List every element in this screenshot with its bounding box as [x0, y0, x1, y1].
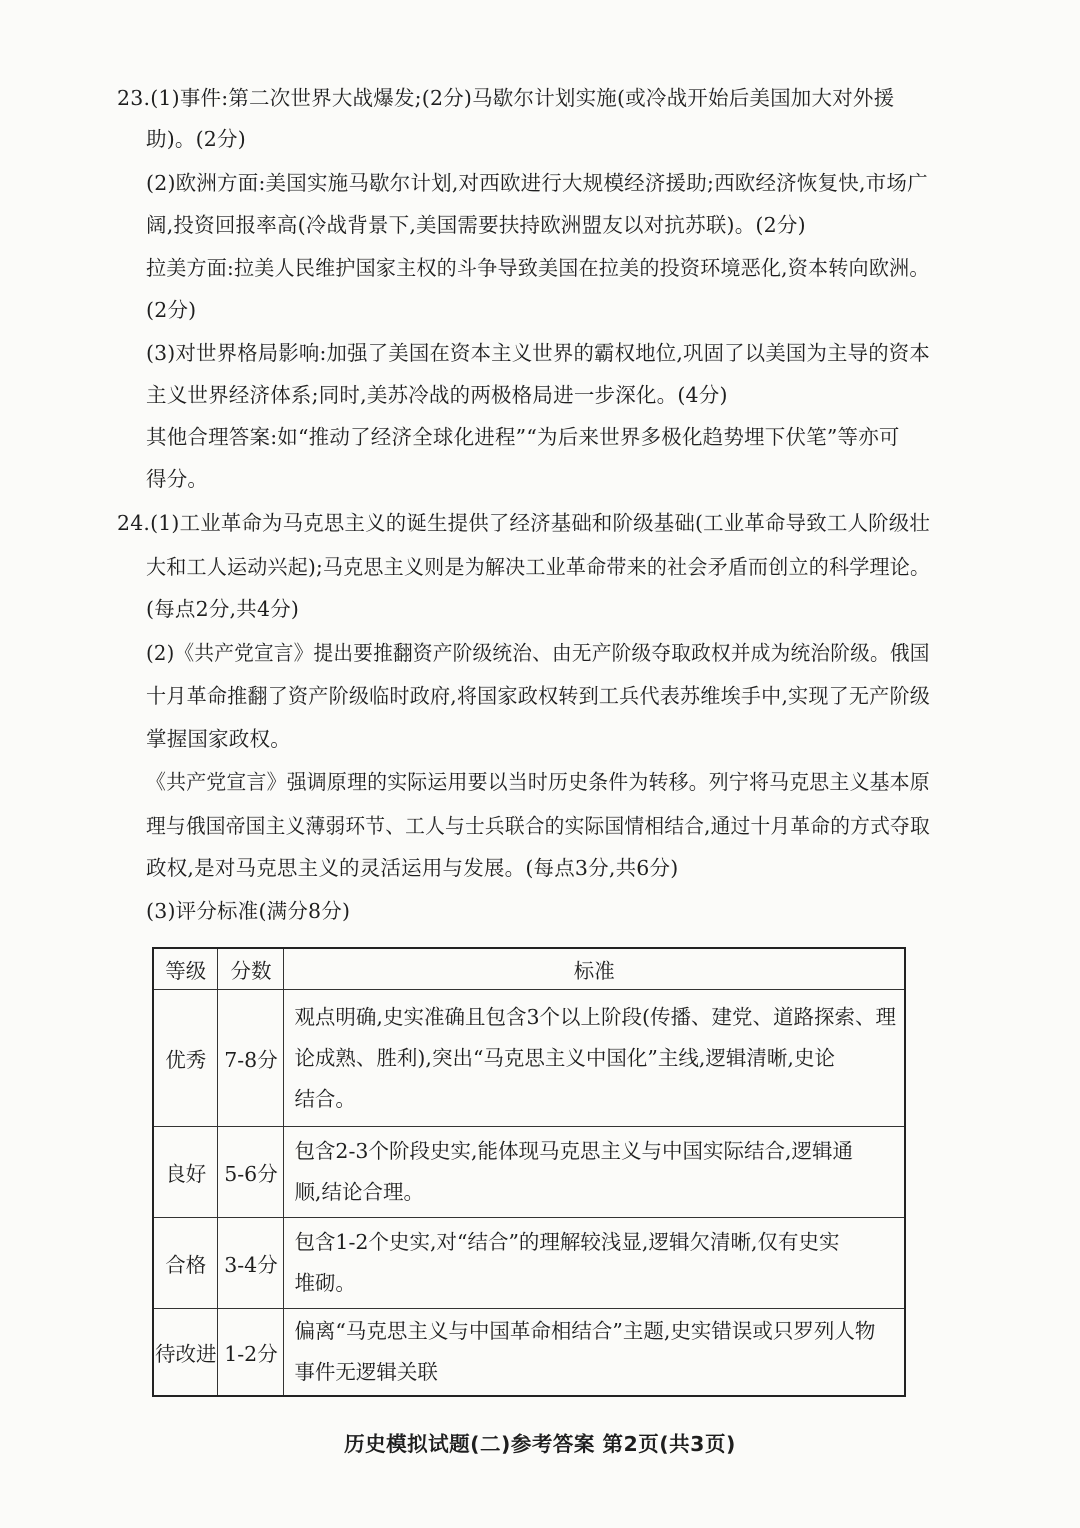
q24-line-7: 《共产党宣言》强调原理的实际运用要以当时历史条件为转移。列宁将马克思主义基本原 [146, 770, 930, 794]
standard-line: 事件无逻辑关联 [294, 1360, 438, 1384]
standard-line: 观点明确,史实准确且包含3个以上阶段(传播、建党、道路探索、理 [294, 1004, 896, 1029]
q24-line-1: 24.(1)工业革命为马克思主义的诞生提供了经济基础和阶级基础(工业革命导致工人阶级壮 [117, 511, 930, 535]
header-level: 等级 [153, 948, 218, 990]
q23-line-10: 得分。 [146, 467, 209, 491]
standard-line: 顺,结论合理。 [294, 1180, 424, 1204]
standard-cell [284, 1127, 905, 1218]
level-cell: 优秀 [153, 990, 218, 1127]
standard-line: 论成熟、胜利),突出“马克思主义中国化”主线,逻辑清晰,史论 [294, 1045, 835, 1070]
table-row [153, 1218, 905, 1309]
q24-line-10: (3)评分标准(满分8分) [146, 899, 351, 923]
standard-line: 包含1-2个史实,对“结合”的理解较浅显,逻辑欠清晰,仅有史实 [294, 1230, 840, 1254]
table-row [153, 1127, 905, 1218]
score-cell: 3-4分 [218, 1218, 284, 1309]
standard-cell [284, 1309, 905, 1397]
table-row [153, 1309, 905, 1397]
score-cell: 5-6分 [218, 1127, 284, 1218]
scoring-rubric-table [152, 947, 906, 1397]
standard-line: 偏离“马克思主义与中国革命相结合”主题,史实错误或只罗列人物 [294, 1319, 876, 1343]
level-cell: 合格 [153, 1218, 218, 1309]
standard-line: 结合。 [294, 1086, 356, 1111]
q23-line-3: (2)欧洲方面:美国实施马歇尔计划,对西欧进行大规模经济援助;西欧经济恢复快,市场广 [146, 171, 928, 195]
q24-line-8: 理与俄国帝国主义薄弱环节、工人与士兵联合的实际国情相结合,通过十月革命的方式夺取 [146, 814, 930, 838]
q24-line-6: 掌握国家政权。 [146, 727, 291, 751]
score-cell: 7-8分 [218, 990, 284, 1127]
standard-line: 包含2-3个阶段史实,能体现马克思主义与中国实际结合,逻辑通 [294, 1139, 853, 1163]
standard-line: 堆砌。 [294, 1271, 356, 1295]
standard-cell [284, 1218, 905, 1309]
q23-line-1: 23.(1)事件:第二次世界大战爆发;(2分)马歇尔计划实施(或冷战开始后美国加大对外援 [117, 86, 895, 110]
page-footer: 历史模拟试题(二)参考答案 第2页(共3页) [344, 1432, 736, 1456]
q23-line-6: (2分) [146, 298, 197, 322]
q24-line-2: 大和工人运动兴起);马克思主义则是为解决工业革命带来的社会矛盾而创立的科学理论。 [146, 555, 931, 579]
score-cell: 1-2分 [218, 1309, 284, 1397]
table-row [153, 990, 905, 1127]
q23-line-9: 其他合理答案:如“推动了经济全球化进程”“为后来世界多极化趋势埋下伏笔”等亦可 [146, 425, 900, 449]
q24-line-4: (2)《共产党宣言》提出要推翻资产阶级统治、由无产阶级夺取政权并成为统治阶级。俄国 [146, 641, 930, 665]
q24-line-3: (每点2分,共4分) [146, 597, 300, 621]
q23-line-5: 拉美方面:拉美人民维护国家主权的斗争导致美国在拉美的投资环境恶化,资本转向欧洲。 [146, 256, 930, 280]
table-header-row [153, 948, 905, 990]
header-standard: 标准 [284, 948, 905, 990]
q23-line-8: 主义世界经济体系;同时,美苏冷战的两极格局进一步深化。(4分) [146, 383, 728, 407]
header-score: 分数 [218, 948, 284, 990]
q23-line-2: 助)。(2分) [146, 127, 246, 151]
level-cell: 良好 [153, 1127, 218, 1218]
level-cell: 待改进 [153, 1309, 218, 1397]
q24-line-5: 十月革命推翻了资产阶级临时政府,将国家政权转到工兵代表苏维埃手中,实现了无产阶级 [146, 684, 931, 708]
q24-line-9: 政权,是对马克思主义的灵活运用与发展。(每点3分,共6分) [146, 856, 679, 880]
standard-cell [284, 990, 905, 1127]
q23-line-4: 阔,投资回报率高(冷战背景下,美国需要扶持欧洲盟友以对抗苏联)。(2分) [146, 213, 806, 237]
q23-line-7: (3)对世界格局影响:加强了美国在资本主义世界的霸权地位,巩固了以美国为主导的资本 [146, 341, 930, 365]
